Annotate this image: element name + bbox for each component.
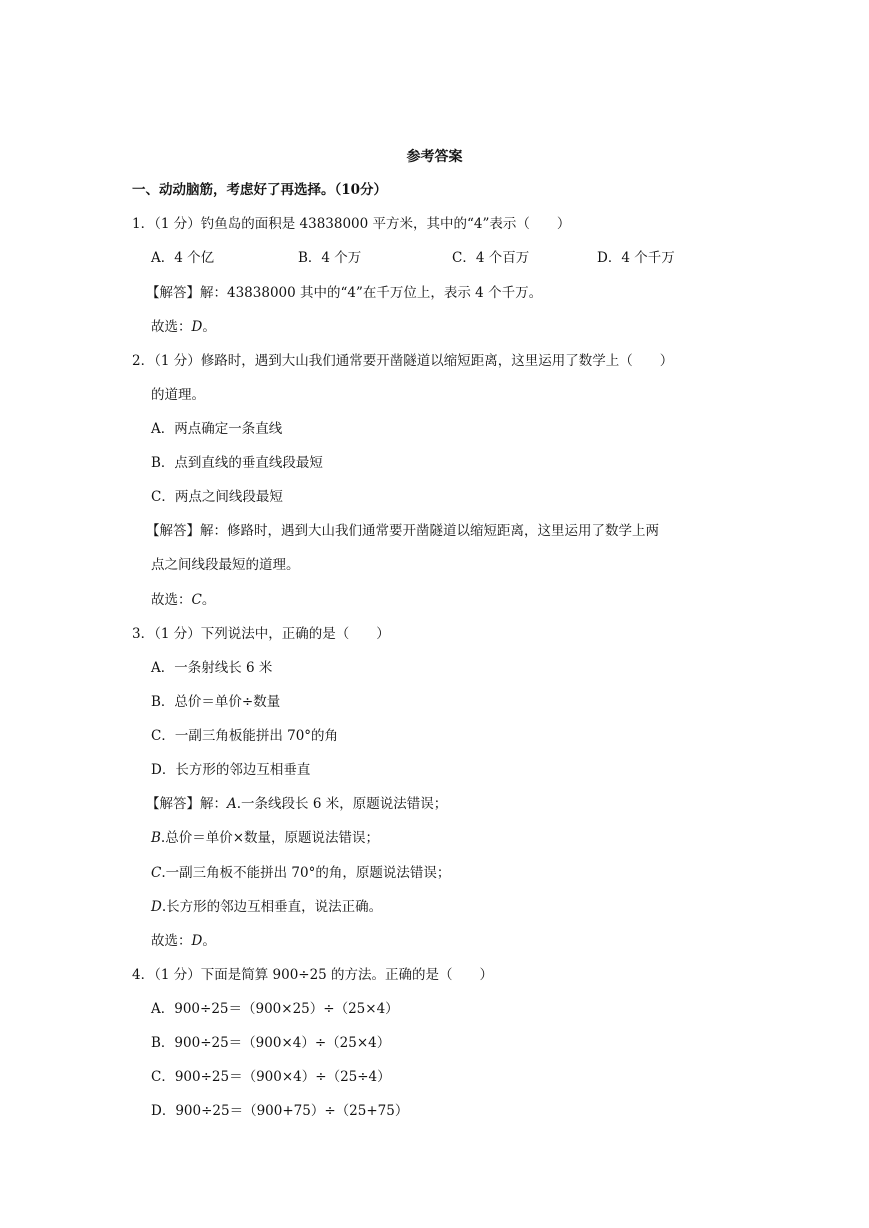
question-1-stem: 1．（1 分）钓鱼岛的面积是 43838000 平方米，其中的“4”表示（ ） bbox=[132, 216, 571, 232]
question-3-option-c: C．一副三角板能拼出 70°的角 bbox=[151, 728, 339, 744]
question-2-answer: 【解答】解：修路时，遇到大山我们通常要开凿隧道以缩短距离，这里运用了数学上两 bbox=[146, 523, 659, 539]
question-3-option-d: D．长方形的邻边互相垂直 bbox=[151, 762, 311, 778]
question-1-option-d: D．4 个千万 bbox=[597, 250, 675, 266]
question-1-answer: 【解答】解：43838000 其中的“4”在千万位上，表示 4 个千万。 bbox=[146, 285, 543, 301]
question-1-choice: 故选：D。 bbox=[151, 319, 216, 335]
question-3-answer-b: B.总价＝单价×数量，原题说法错误； bbox=[151, 830, 380, 846]
question-3-answer-c: C.一副三角板不能拼出 70°的角，原题说法错误； bbox=[151, 865, 451, 881]
question-4-option-a: A．900÷25＝（900×25）÷（25×4） bbox=[151, 1001, 399, 1017]
question-2-option-c: C．两点之间线段最短 bbox=[151, 489, 283, 505]
section-heading: 一、动动脑筋，考虑好了再选择。（10分） bbox=[132, 182, 388, 198]
page-title: 参考答案 bbox=[406, 149, 463, 165]
question-4-option-b: B．900÷25＝（900×4）÷（25×4） bbox=[151, 1035, 391, 1051]
question-1-option-b: B．4 个万 bbox=[298, 250, 362, 266]
question-1-option-a: A．4 个亿 bbox=[151, 250, 215, 266]
question-2-answer-cont: 点之间线段最短的道理。 bbox=[151, 557, 300, 573]
question-3-answer: 【解答】解：A.一条线段长 6 米，原题说法错误； bbox=[146, 796, 448, 812]
question-2-choice: 故选：C。 bbox=[151, 592, 216, 608]
question-4-stem: 4．（1 分）下面是简算 900÷25 的方法。正确的是（ ） bbox=[132, 967, 494, 983]
question-2-option-b: B．点到直线的垂直线段最短 bbox=[151, 455, 323, 471]
question-3-stem: 3．（1 分）下列说法中，正确的是（ ） bbox=[132, 626, 390, 642]
question-2-stem-cont: 的道理。 bbox=[151, 387, 205, 403]
question-3-option-b: B．总价＝单价÷数量 bbox=[151, 694, 281, 710]
question-2-option-a: A．两点确定一条直线 bbox=[151, 421, 283, 437]
question-4-option-c: C．900÷25＝（900×4）÷（25÷4） bbox=[151, 1069, 391, 1085]
question-1-option-c: C．4 个百万 bbox=[452, 250, 530, 266]
question-4-option-d: D．900÷25＝（900+75）÷（25+75） bbox=[151, 1103, 409, 1119]
question-3-choice: 故选：D。 bbox=[151, 933, 216, 949]
question-2-stem: 2．（1 分）修路时，遇到大山我们通常要开凿隧道以缩短距离，这里运用了数学上（ ） bbox=[132, 353, 674, 369]
question-3-option-a: A．一条射线长 6 米 bbox=[151, 660, 273, 676]
question-3-answer-d: D.长方形的邻边互相垂直，说法正确。 bbox=[151, 899, 383, 915]
